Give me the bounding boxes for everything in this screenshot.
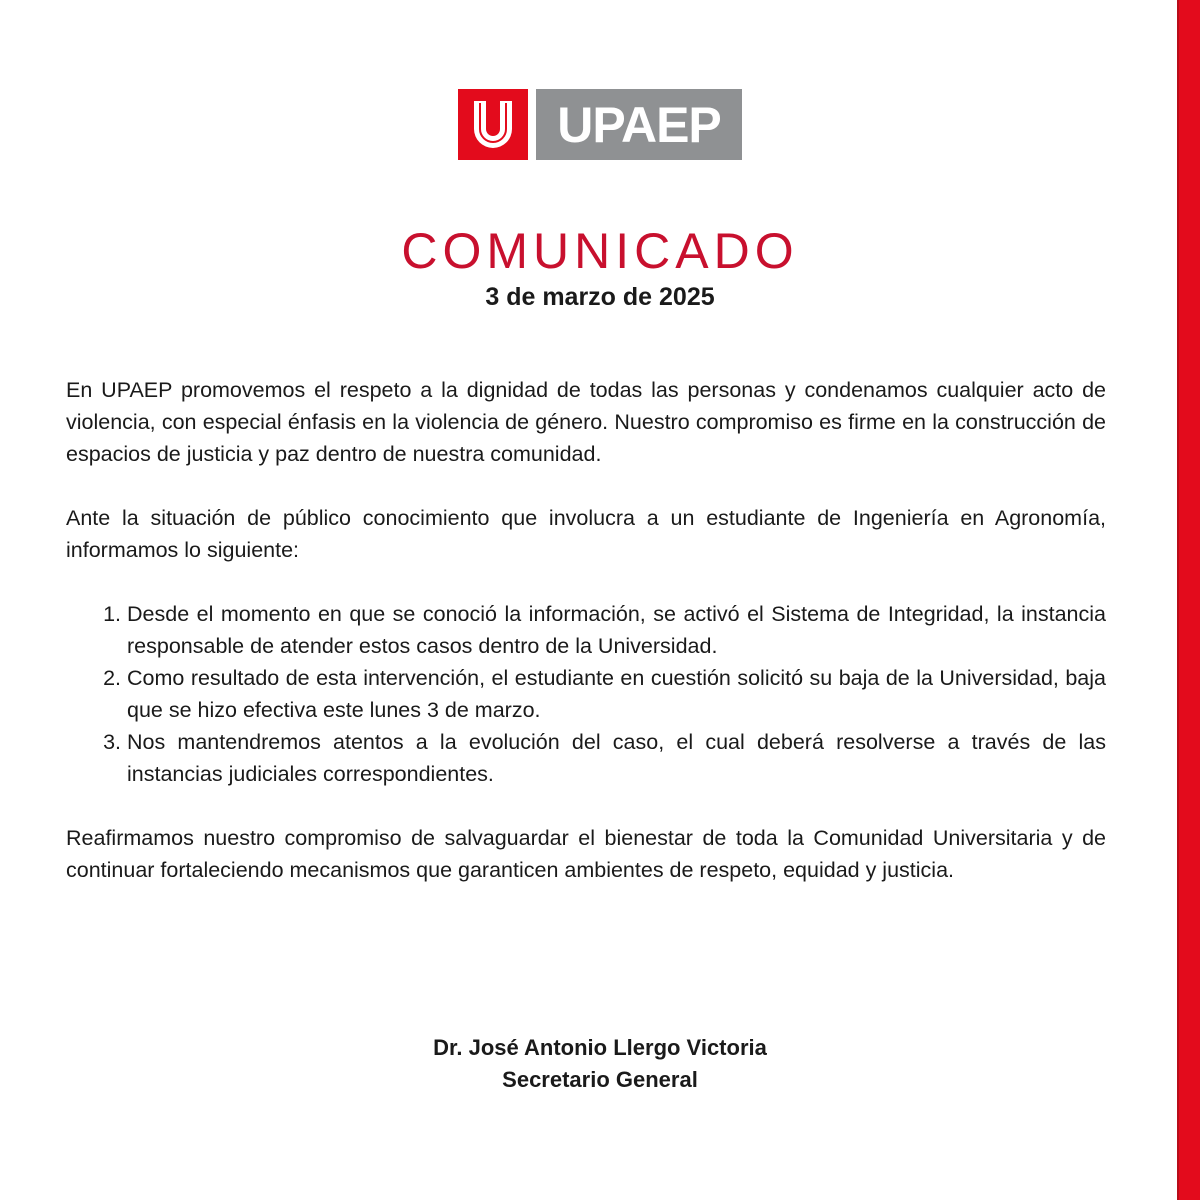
numbered-list (66, 598, 1106, 790)
upaep-logo (458, 89, 742, 160)
logo-text: UPAEP (557, 96, 721, 153)
signature-block (0, 1032, 1200, 1096)
list-item: 2. Como resultado de esta intervención, el estudiante en cuestión solicitó su baja de la Universidad, baja que se hizo efectiva este lunes 3 de marzo. (127, 662, 1106, 726)
paragraph: Ante la situación de público conocimiento que involucra a un estudiante de Ingeniería en Agronomía, informamos lo siguiente: (66, 506, 1106, 562)
signatory-role: Secretario General (502, 1067, 698, 1092)
red-side-bar (1177, 0, 1200, 1200)
logo-u-mark-icon (458, 89, 528, 160)
paragraph: En UPAEP promovemos el respeto a la dignidad de todas las personas y condenamos cualquier acto de violencia, con especial énfasis en la violencia de género. Nuestro compromiso es firme en la construcción de espacios de justicia y paz dentro de nuestra comunidad. (66, 378, 1106, 466)
signatory-name: Dr. José Antonio Llergo Victoria (433, 1035, 767, 1060)
document-body (66, 374, 1106, 918)
logo-wordmark (536, 89, 742, 160)
list-item: 1. Desde el momento en que se conoció la información, se activó el Sistema de Integridad, la instancia responsable de atender estos casos dentro de la Universidad. (127, 598, 1106, 662)
closing-paragraph: Reafirmamos nuestro compromiso de salvaguardar el bienestar de toda la Comunidad Universitaria y de continuar fortaleciendo mecanismos que garanticen ambientes de respeto, equidad y justicia. (66, 826, 1106, 882)
page-title: COMUNICADO (401, 223, 799, 279)
list-item: 3. Nos mantendremos atentos a la evolución del caso, el cual deberá resolverse a través de las instancias judiciales correspondientes. (127, 726, 1106, 790)
date: 3 de marzo de 2025 (485, 283, 715, 311)
